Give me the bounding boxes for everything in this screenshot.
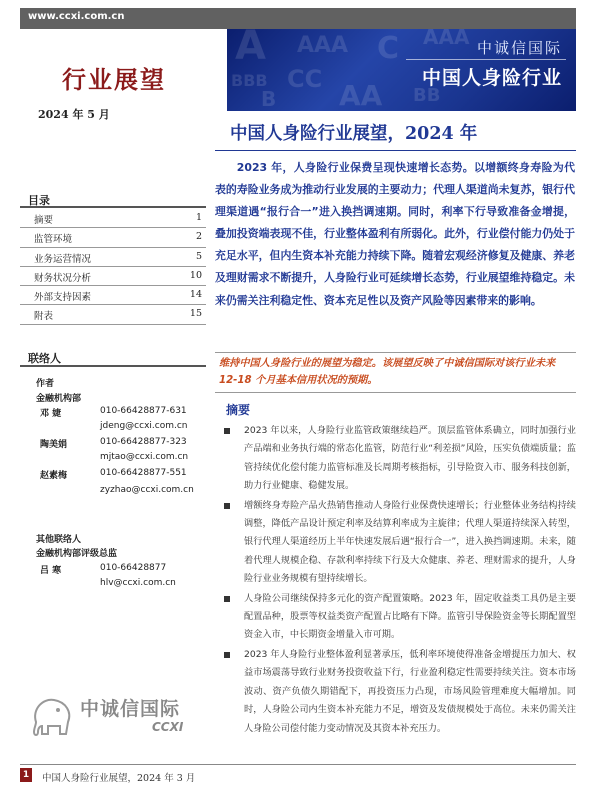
bullet-square-icon (224, 428, 230, 434)
toc-item-page: 5 (195, 250, 202, 262)
authors-label: 作者 (36, 379, 55, 389)
abstract-heading: 摘要 (226, 403, 251, 417)
top-bar (20, 8, 576, 29)
author-name: 陶美娟 (40, 440, 68, 450)
executive-summary: 2023 年，人身险行业保费呈现快速增长态势。以增额终身寿险为代表的寿险业务成为推动行业发展的主要动力；代理人渠道尚未复苏，银行代理渠道遇“报行合一”进入换挡调速期。同时，利率下行导致准备金增提，叠加投资端表现不佳，行业整体盈利有所弱化。此外，行业偿付能力仍处于充足水平，但内生资本补充能力持续下降。随着宏观经济修复及健康、养老及理财需求不断提升，人身险行业可延续增长态势，行业展望维持稳定。未来仍需关注利稳定性、资本充足性以及资产风险等因素带来的影响。 (215, 161, 575, 307)
toc-item[interactable] (20, 305, 206, 324)
bullet-text: 人身险公司继续保持多元化的资产配置策略。2023 年，固定收益类工具仍是主要配置品种，股票等权益类资产配置占比略有下降。监管引导保险资金等长期配置型资金入市，中长期资金增量入市可期。 (244, 592, 576, 641)
title-divider (215, 150, 576, 151)
abstract-bullet (222, 497, 576, 589)
banner-watermark: B (261, 87, 277, 111)
other-contacts-department: 金融机构部评级总监 (36, 549, 118, 559)
toc-item-label: 附表 (34, 311, 54, 323)
page-number: 1 (20, 768, 32, 782)
author-email[interactable]: jdeng@ccxi.com.cn (100, 421, 188, 431)
outlook-note: 维持中国人身险行业的展望为稳定。该展望反映了中诚信国际对该行业未来 12-18 个月基本信用状况的预期。 (219, 358, 556, 386)
author-phone: 010-66428877-551 (100, 468, 187, 478)
report-title: 中国人身险行业展望，2024 年 (230, 124, 478, 144)
logo-text-en: CCXI (152, 720, 184, 734)
author-name: 赵素梅 (40, 471, 68, 481)
contact-phone: 010-66428877 (100, 563, 167, 573)
other-contacts-label: 其他联络人 (36, 535, 82, 545)
elephant-logo-icon (30, 692, 74, 738)
note-divider-bottom (215, 392, 576, 393)
footer-text: 中国人身险行业展望，2024 年 3 月 (42, 773, 196, 784)
bullet-text: 2023 年人身险行业整体盈利显著承压，低利率环境使得准备金增提压力加大、权益市场震荡导致行业财务投资收益下行，行业盈利稳定性需要持续关注。资本市场波动、资产负债久期错配下，再投资压力凸现，市场风险管理难度大幅增加。同时，人身险公司内生资本补充能力不足，增资及发债规模处于高位。未来仍需关注人身险公司偿付能力变动情况及其资本补充压力。 (244, 648, 576, 734)
toc-item-label: 业务运营情况 (34, 253, 92, 265)
contact-name: 吕 寒 (40, 566, 62, 576)
bullet-square-icon (224, 652, 230, 658)
toc-item[interactable] (20, 228, 206, 247)
banner-divider (406, 59, 566, 60)
abstract-bullets (222, 422, 576, 739)
author-email[interactable]: zyzhao@ccxi.com.cn (100, 485, 194, 495)
toc-item-label: 监管环境 (34, 234, 73, 246)
document-type-title: 行业展望 (62, 65, 166, 94)
toc-item-page: 15 (189, 308, 202, 320)
author-name: 邓 婕 (40, 409, 62, 419)
document-date: 2024 年 5 月 (38, 108, 110, 121)
toc-item[interactable] (20, 286, 206, 305)
header-banner (227, 29, 576, 111)
footer-divider (20, 764, 576, 765)
toc-item-page: 10 (189, 269, 202, 281)
toc-item-page: 1 (195, 212, 202, 223)
toc-item-page: 14 (189, 289, 202, 301)
toc-item[interactable] (20, 248, 206, 267)
banner-watermark: AAA (423, 29, 470, 49)
logo-text-cn: 中诚信国际 (80, 698, 181, 720)
abstract-bullet (222, 590, 576, 645)
toc-heading: 目录 (28, 194, 50, 207)
author-phone: 010-66428877-323 (100, 437, 187, 447)
toc-item-page: 2 (195, 231, 202, 243)
authors-department: 金融机构部 (36, 394, 82, 404)
banner-watermark: C (377, 31, 400, 66)
banner-watermark: AA (339, 79, 383, 111)
author-phone: 010-66428877-631 (100, 406, 187, 416)
ccxi-logo (30, 692, 200, 742)
toc-item[interactable] (20, 267, 206, 286)
bullet-text: 2023 年以来，人身险行业监管政策继续趋严。顶层监管体系确立，同时加强行业产品端和业务执行端的常态化监管，防范行业“利差损”风险，压实负债端质量；监管持续优化偿付能力监管标准及长周期考核指标，引导险资入市、服务科技创新，助力行业健康、稳健发展。 (244, 425, 576, 492)
banner-watermark: A (235, 29, 266, 69)
table-of-contents (20, 209, 206, 325)
toc-item-label: 摘要 (34, 215, 54, 226)
toc-item-label: 外部支持因素 (34, 292, 92, 304)
bullet-square-icon (224, 596, 230, 602)
abstract-bullet (222, 422, 576, 496)
abstract-bullet (222, 646, 576, 738)
author-email[interactable]: mjtao@ccxi.com.cn (100, 452, 189, 462)
contacts-heading: 联络人 (28, 352, 61, 365)
banner-title: 中国人身险行业 (421, 67, 562, 89)
banner-company: 中诚信国际 (476, 39, 562, 57)
bullet-square-icon (224, 503, 230, 509)
toc-item-label: 财务状况分析 (34, 272, 92, 284)
website-url[interactable]: www.ccxi.com.cn (28, 11, 125, 22)
bullet-text: 增额终身寿险产品火热销售推动人身险行业保费快速增长；行业整体业务结构持续调整，降低产品设计预定利率及结算利率成为主旋律；代理人渠道持续深入转型，银行代理人渠道经历上半年快速发展后遇“报行合一”，进入换挡调速期。未来，随着代理人规模企稳、存款利率持续下行及大众健康、养老、理财需求的提升，人身险行业业务规模有望持续增长。 (244, 499, 576, 585)
note-divider-top (215, 352, 576, 353)
banner-watermark: AAA (297, 33, 349, 58)
contact-email[interactable]: hlv@ccxi.com.cn (100, 578, 176, 588)
toc-item[interactable] (20, 209, 206, 228)
banner-watermark: BBB (231, 71, 268, 90)
banner-watermark: CC (287, 65, 323, 93)
banner-watermark: BB (413, 85, 441, 106)
